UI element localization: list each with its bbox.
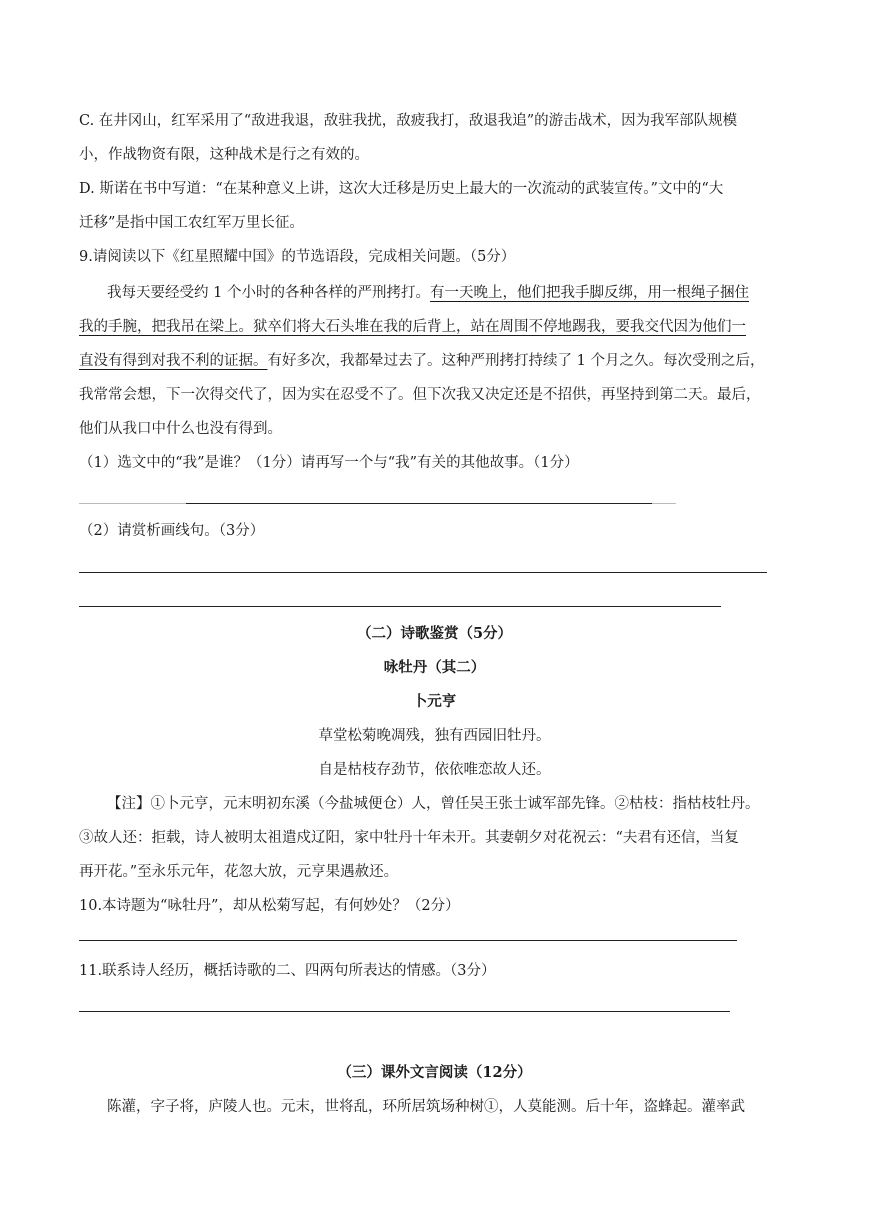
question-10-prompt: 10.本诗题为“咏牡丹”，却从松菊写起，有何妙处？（2分）	[79, 898, 460, 914]
excerpt-underlined-text: 我的手腕，把我吊在梁上。狱卒们将大石头堆在我的后背上，站在周围不停地踢我，要我交代因为他们一	[79, 319, 746, 335]
question-9-prompt: 9.请阅读以下《红星照耀中国》的节选语段，完成相关问题。（5分）	[79, 249, 516, 265]
classical-passage-line-1: 陈灌，字子将，庐陵人也。元末，世将乱，环所居筑场种树①，人莫能测。后十年，盗蜂起。灌率武	[107, 1099, 745, 1115]
question-9-sub-1: （1）选文中的“我”是谁？（1分）请再写一个与“我”有关的其他故事。（1分）	[79, 455, 579, 471]
excerpt-plain-text: 有好多次，我都晕过去了。这种严刑拷打持续了 1 个月之久。每次受刑之后，	[267, 353, 765, 369]
excerpt-line-1	[107, 283, 749, 303]
excerpt-underlined-text: 直没有得到对我不利的证据。	[79, 353, 268, 369]
poem-title: 咏牡丹（其二）	[383, 659, 486, 676]
answer-line[interactable]	[79, 940, 737, 941]
option-c-line-2: 小，作战物资有限，这种战术是行之有效的。	[79, 147, 369, 163]
answer-line[interactable]	[79, 1011, 730, 1012]
excerpt-line-5: 他们从我口中什么也没有得到。	[79, 421, 282, 437]
poem-note-line-2: ③故人还：拒载，诗人被明太祖遣戍辽阳，家中牡丹十年未开。其妻朝夕对花祝云：“夫君有还信，当复	[79, 830, 739, 846]
excerpt-line-3	[79, 351, 764, 371]
poem-author: 卜元亨	[412, 693, 457, 710]
question-11-prompt: 11.联系诗人经历，概括诗歌的二、四两句所表达的情感。（3分）	[79, 963, 496, 979]
excerpt-line-4: 我常常会想，下一次得交代了，因为实在忍受不了。但下次我又决定还是不招供，再坚持到第二天。最后，	[79, 387, 761, 403]
excerpt-line-2	[79, 317, 746, 337]
poem-verse-1: 草堂松菊晚凋残，独有西园旧牡丹。	[318, 728, 551, 744]
question-9-sub-2: （2）请赏析画线句。（3分）	[79, 523, 265, 539]
excerpt-underlined-text: 有一天晚上，他们把我手脚反绑，用一根绳子捆住	[429, 285, 749, 301]
answer-line[interactable]	[79, 606, 721, 607]
section-title-classical: （三）课外文言阅读（12分）	[337, 1064, 532, 1081]
answer-line[interactable]	[79, 572, 767, 573]
answer-line[interactable]	[186, 503, 652, 504]
poem-note-line-1: 【注】①卜元亨，元末明初东溪（今盐城便仓）人，曾任吴王张士诚军部先锋。②枯枝：指枯枝牡丹。	[107, 796, 760, 812]
excerpt-plain-text: 我每天要经受约 1 个小时的各种各样的严刑拷打。	[107, 285, 430, 301]
option-d-line-2: 迁移”是指中国工农红军万里长征。	[79, 215, 304, 231]
poem-note-line-3: 再开花。”至永乐元年，花忽大放，元亨果遇赦还。	[79, 864, 399, 880]
section-title-poetry: （二）诗歌鉴赏（5分）	[356, 625, 513, 642]
poem-verse-2: 自是枯枝存劲节，依依唯恋故人还。	[318, 762, 551, 778]
option-d-line-1: D. 斯诺在书中写道：“在某种意义上讲，这次大迁移是历史上最大的一次流动的武装宣传。”文中的“大	[79, 181, 724, 197]
option-c-line-1: C. 在井冈山，红军采用了“敌进我退，敌驻我扰，敌疲我打，敌退我追”的游击战术，因为我军部队规模	[79, 113, 738, 129]
